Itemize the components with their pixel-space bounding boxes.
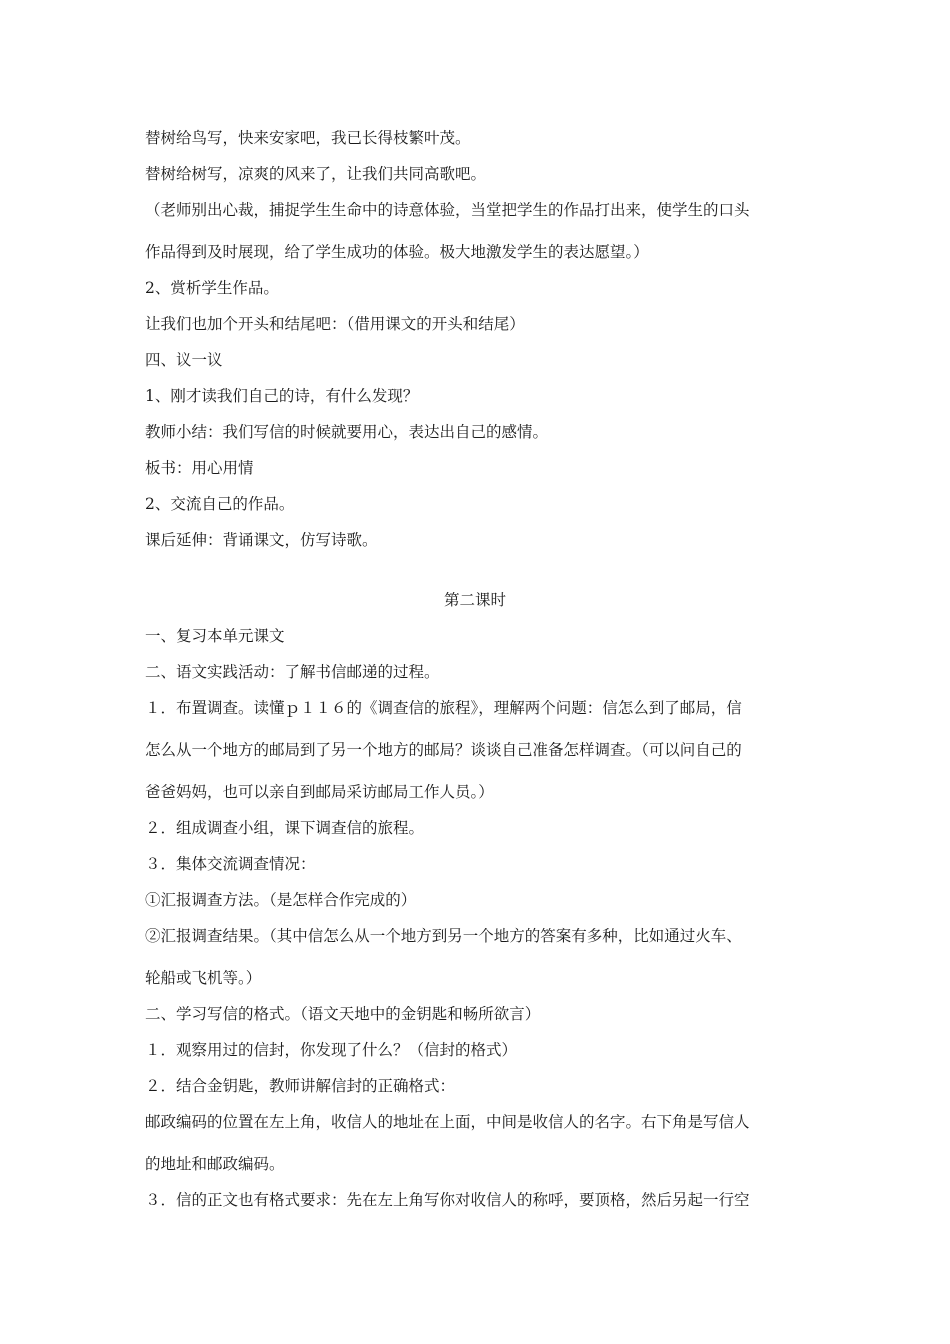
text-line: 爸爸妈妈，也可以亲自到邮局采访邮局工作人员。） bbox=[145, 783, 494, 801]
lesson-title: 第二课时 bbox=[443, 591, 506, 609]
text-line: 2、交流自己的作品。 bbox=[145, 495, 295, 513]
text-line: （老师别出心裁，捕捉学生生命中的诗意体验，当堂把学生的作品打出来，使学生的口头 bbox=[145, 201, 750, 219]
text-line: 教师小结：我们写信的时候就要用心，表达出自己的感情。 bbox=[145, 423, 549, 441]
text-line: 板书：用心用情 bbox=[145, 459, 254, 477]
section-heading: 二、语文实践活动：了解书信邮递的过程。 bbox=[145, 663, 440, 681]
section-heading: 二、学习写信的格式。（语文天地中的金钥匙和畅所欲言） bbox=[145, 1005, 541, 1023]
text-line: 的地址和邮政编码。 bbox=[145, 1155, 285, 1173]
text-line: 课后延伸：背诵课文，仿写诗歌。 bbox=[145, 531, 378, 549]
section-heading: 四、议一议 bbox=[145, 351, 223, 369]
text-line: 替树给树写，凉爽的风来了，让我们共同高歌吧。 bbox=[145, 165, 487, 183]
text-line: 替树给鸟写，快来安家吧，我已长得枝繁叶茂。 bbox=[145, 129, 471, 147]
text-line: １．观察用过的信封，你发现了什么？（信封的格式） bbox=[145, 1041, 518, 1059]
text-line: ２．组成调查小组，课下调查信的旅程。 bbox=[145, 819, 425, 837]
text-line: 让我们也加个开头和结尾吧：（借用课文的开头和结尾） bbox=[145, 315, 525, 333]
text-line: １．布置调查。读懂ｐ１１６的《调查信的旅程》，理解两个问题：信怎么到了邮局，信 bbox=[145, 699, 742, 717]
text-line: 怎么从一个地方的邮局到了另一个地方的邮局？谈谈自己准备怎样调查。（可以问自己的 bbox=[145, 741, 742, 759]
text-line: ２．结合金钥匙，教师讲解信封的正确格式： bbox=[145, 1077, 456, 1095]
text-line: ３．集体交流调查情况： bbox=[145, 855, 316, 873]
text-line: ②汇报调查结果。（其中信怎么从一个地方到另一个地方的答案有多种，比如通过火车、 bbox=[145, 927, 742, 945]
text-line: ①汇报调查方法。（是怎样合作完成的） bbox=[145, 891, 417, 909]
text-line: 2、赏析学生作品。 bbox=[145, 279, 279, 297]
text-line: 邮政编码的位置在左上角，收信人的地址在上面，中间是收信人的名字。右下角是写信人 bbox=[145, 1113, 750, 1131]
text-line: 1、刚才读我们自己的诗，有什么发现？ bbox=[145, 387, 419, 405]
text-line: ３．信的正文也有格式要求：先在左上角写你对收信人的称呼，要顶格，然后另起一行空 bbox=[145, 1191, 750, 1209]
text-line: 轮船或飞机等。） bbox=[145, 969, 262, 987]
text-line: 作品得到及时展现，给了学生成功的体验。极大地激发学生的表达愿望。） bbox=[145, 243, 649, 261]
section-heading: 一、复习本单元课文 bbox=[145, 627, 285, 645]
